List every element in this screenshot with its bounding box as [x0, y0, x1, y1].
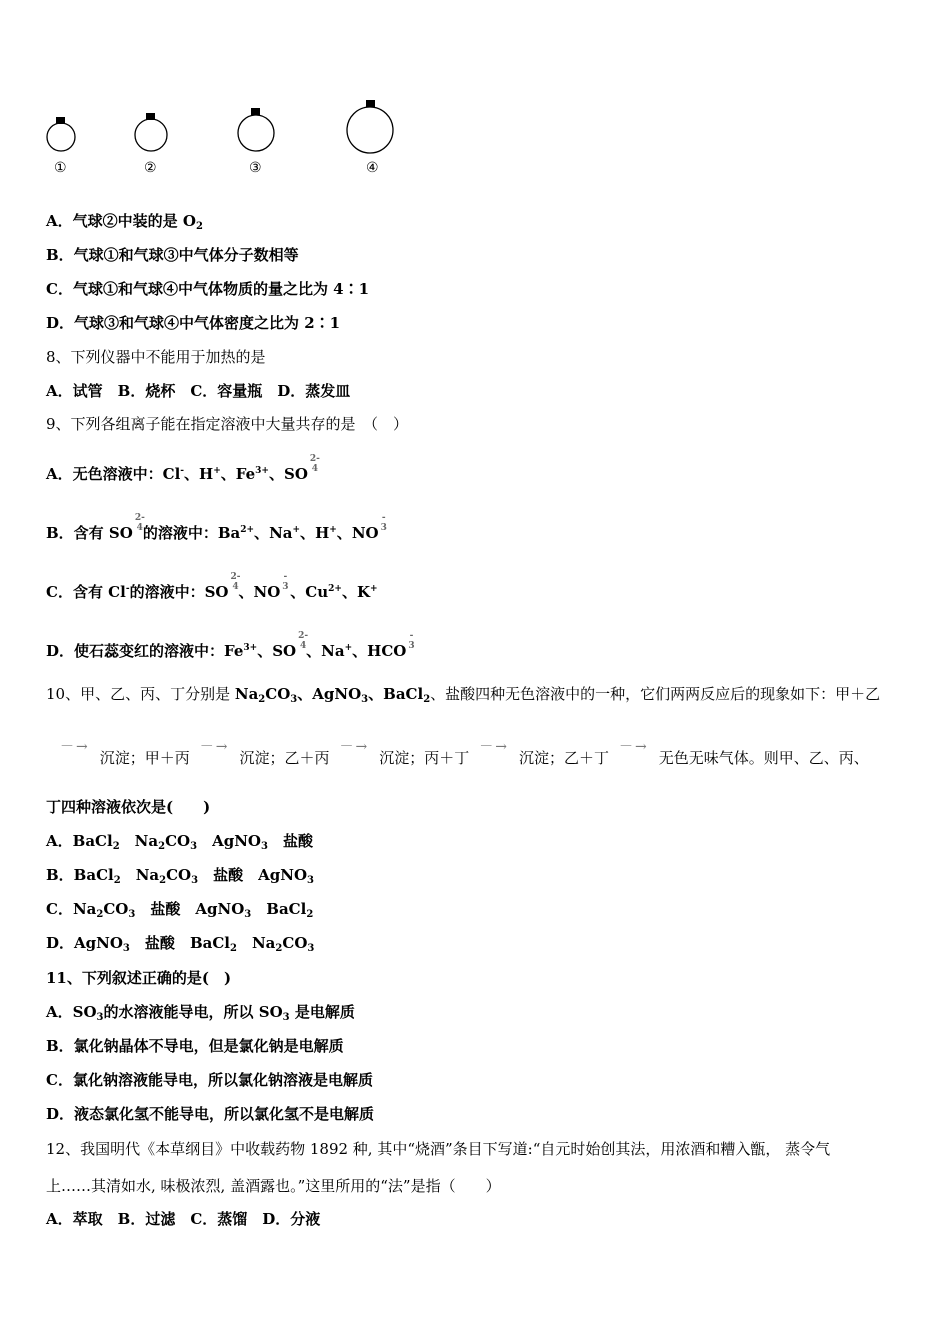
q10-stem-line2: －→沉淀；甲＋丙－→沉淀；乙＋丙－→沉淀；丙＋丁－→沉淀；乙＋丁－→无色无味气体。则甲、乙、丙、 — [60, 739, 869, 767]
q10-option-c: C．$Na_2CO_3$ 盐酸 AgNO$_3$ BaCl$_2$ — [46, 900, 314, 920]
q7-option-c: C．气球①和气球④中气体物质的量之比为 4∶1 — [46, 280, 370, 298]
q10-option-d: D．AgNO$_3$ 盐酸 BaCl$_2$ $Na_2CO_3$ — [46, 934, 315, 954]
q9-option-c: C．含有 Cl-的溶液中：SO 2- 4 、NO - 3 、$Cu^{2+}$、K+ — [46, 572, 378, 601]
q9-option-a: A．无色溶液中：Cl-、H+、$Fe^{3+}$、SO 2- 4 — [46, 454, 320, 483]
q9-stem: 9、下列各组离子能在指定溶液中大量共存的是 （ ） — [46, 415, 409, 433]
balloon-label-1: ① — [54, 160, 67, 176]
q12-stem-line2: 上……其清如水, 味极浓烈, 盖酒露也。”这里所用的“法”是指（ ） — [46, 1177, 501, 1195]
q8-options: A．试管 B．烧杯 C．容量瓶 D．蒸发皿 — [46, 382, 351, 400]
q10-option-b: B．BaCl$_2$ $Na_2CO_3$ 盐酸 AgNO$_3$ — [46, 866, 315, 886]
balloon-4 — [347, 107, 393, 153]
balloon-3-valve — [251, 108, 260, 115]
balloon-2 — [135, 119, 167, 151]
balloon-label-3: ③ — [249, 160, 262, 176]
q11-option-a: A．$SO_3$的水溶液能导电，所以 $SO_3$ 是电解质 — [46, 1003, 355, 1023]
q10-option-a: A．BaCl$_2$ $Na_2CO_3$ AgNO$_3$ 盐酸 — [46, 832, 313, 852]
q11-option-c: C．氯化钠溶液能导电，所以氯化钠溶液是电解质 — [46, 1071, 373, 1089]
q7-option-b: B．气球①和气球③中气体分子数相等 — [46, 246, 299, 264]
q9-option-b: B．含有 SO 2- 4 的溶液中：$Ba^{2+}$、Na+、H+、NO - 3 — [46, 513, 387, 542]
balloon-3 — [238, 115, 274, 151]
q9-option-d: D．使石蕊变红的溶液中：$Fe^{3+}$、SO 2- 4 、Na+、HCO - 3 — [46, 631, 415, 660]
q11-option-b: B．氯化钠晶体不导电，但是氯化钠是电解质 — [46, 1037, 344, 1055]
q10-stem-line1: 10、甲、乙、丙、丁分别是 $Na_2CO_3$、AgNO$_3$、BaCl$_2$、盐酸四种无色溶液中的一种，它们两两反应后的现象如下：甲＋乙 — [46, 685, 881, 705]
balloon-4-valve — [366, 100, 375, 107]
q11-option-d: D．液态氯化氢不能导电，所以氯化氢不是电解质 — [46, 1105, 375, 1123]
q7-option-a: A．气球②中装的是 $O_2$ — [46, 212, 203, 232]
q11-stem: 11、下列叙述正确的是( ) — [46, 969, 232, 987]
q7-option-d: D．气球③和气球④中气体密度之比为 2∶1 — [46, 314, 341, 332]
balloon-label-2: ② — [144, 160, 157, 176]
balloon-diagram — [40, 100, 420, 190]
balloon-1 — [47, 123, 75, 151]
q8-stem: 8、下列仪器中不能用于加热的是 — [46, 348, 266, 366]
balloon-figure — [40, 100, 420, 190]
q12-stem-line1: 12、我国明代《本草纲目》中收载药物 1892 种, 其中“烧酒”条目下写道:“自元时始创其法，用浓酒和糟入甑， 蒸令气 — [46, 1140, 831, 1158]
balloon-label-4: ④ — [366, 160, 379, 176]
q12-options: A．萃取 B．过滤 C．蒸馏 D．分液 — [46, 1210, 321, 1228]
q10-stem-line3: 丁四种溶液依次是( ) — [46, 798, 211, 816]
